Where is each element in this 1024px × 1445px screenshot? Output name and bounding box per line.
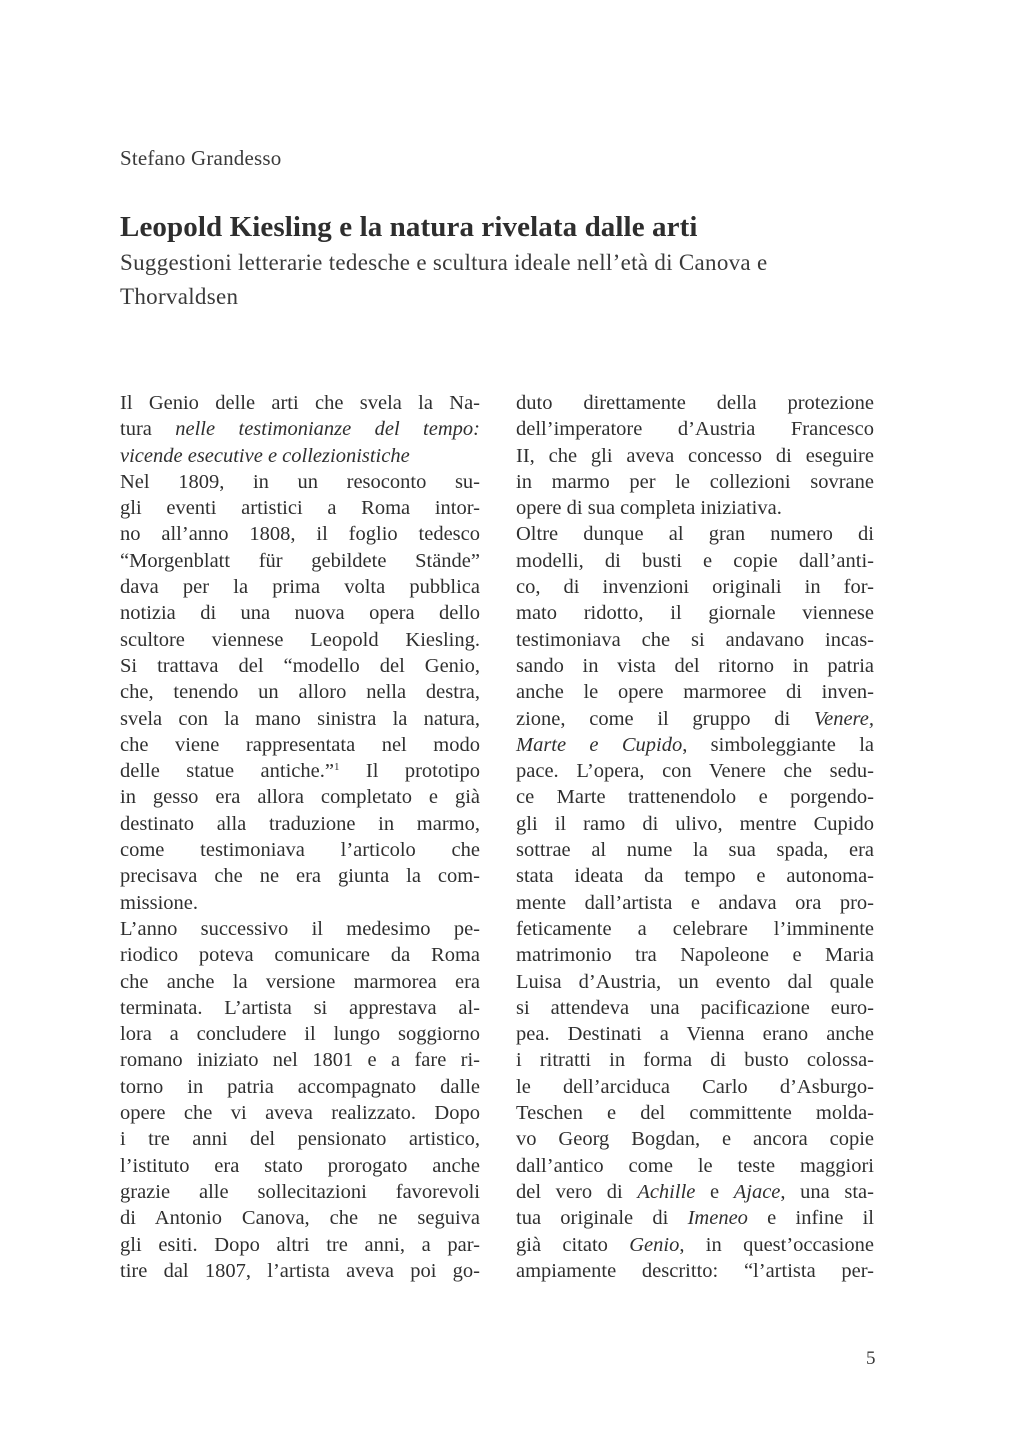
text-line xyxy=(120,890,480,916)
text-line xyxy=(120,495,480,521)
text-segment: anche le opere marmoree di inven- xyxy=(516,681,874,704)
text-segment: gli eventi artistici a Roma intor- xyxy=(120,497,480,520)
text-segment: feticamente a celebrare l’imminente xyxy=(516,917,874,940)
text-segment: , in quest’occasione xyxy=(679,1233,874,1256)
text-line xyxy=(120,627,480,653)
text-line xyxy=(120,469,480,495)
text-segment: Si trattava del “modello del Genio, xyxy=(120,654,480,677)
text-line xyxy=(516,758,874,784)
text-segment: Nel 1809, in un resoconto su- xyxy=(120,470,480,493)
text-line xyxy=(120,1179,480,1205)
text-segment: mente dall’artista e andava ora pro- xyxy=(516,891,874,914)
text-line xyxy=(120,942,480,968)
text-line xyxy=(516,916,874,942)
text-line xyxy=(516,1205,874,1231)
text-segment: torno in patria accompagnato dalle xyxy=(120,1075,480,1098)
text-line xyxy=(516,390,874,416)
text-segment: testimoniava che si andavano incas- xyxy=(516,628,874,651)
text-segment: dava per la prima volta pubblica xyxy=(120,576,480,599)
text-line xyxy=(516,890,874,916)
text-line xyxy=(120,574,480,600)
text-segment: sottrae al nume la sua spada, era xyxy=(516,839,874,862)
footnote-ref: 1 xyxy=(333,761,340,774)
text-segment: opere che vi aveva realizzato. Dopo xyxy=(120,1102,480,1125)
text-segment: si attendeva una pacificazione euro- xyxy=(516,996,874,1019)
text-segment: e xyxy=(695,1180,734,1203)
text-segment: del vero di xyxy=(516,1180,638,1203)
text-segment: romano iniziato nel 1801 e a fare ri- xyxy=(120,1049,480,1072)
text-segment: in gesso era allora completato e già xyxy=(120,786,480,809)
text-line xyxy=(120,1126,480,1152)
text-segment: stata ideata da tempo e autonoma- xyxy=(516,865,874,888)
italic-text: Genio xyxy=(629,1233,680,1256)
text-line xyxy=(120,1205,480,1231)
text-segment: Luisa d’Austria, un evento dal quale xyxy=(516,970,874,993)
text-segment: , una sta- xyxy=(780,1180,874,1203)
text-segment: pace. L’opera, con Venere che sedu- xyxy=(516,760,874,783)
text-line xyxy=(120,443,480,469)
text-segment: co, di invenzioni originali in for- xyxy=(516,576,874,599)
text-segment: tua originale di xyxy=(516,1207,688,1230)
text-line xyxy=(516,627,874,653)
text-line xyxy=(516,416,874,442)
text-segment: modelli, di busti e copie dall’anti- xyxy=(516,549,874,572)
text-line xyxy=(120,1074,480,1100)
text-segment: duto direttamente della protezione xyxy=(516,392,874,414)
text-segment: dall’antico come le teste maggiori xyxy=(516,1154,874,1177)
text-segment: no all’anno 1808, il foglio tedesco xyxy=(120,523,480,546)
text-line xyxy=(120,1153,480,1179)
text-line xyxy=(516,521,874,547)
text-segment: lora a concludere il lungo soggiorno xyxy=(120,1023,480,1046)
text-line xyxy=(516,1074,874,1100)
text-segment: pea. Destinati a Vienna erano anche xyxy=(516,1023,874,1046)
text-line xyxy=(516,969,874,995)
text-line xyxy=(120,1100,480,1126)
text-segment: L’anno successivo il medesimo pe- xyxy=(120,917,480,940)
text-line xyxy=(516,679,874,705)
text-segment: e infine il xyxy=(747,1207,874,1230)
italic-text: Achille xyxy=(637,1180,696,1203)
text-line xyxy=(120,732,480,758)
text-line xyxy=(516,863,874,889)
text-segment: che, tenendo un alloro nella destra, xyxy=(120,681,480,704)
text-segment: tire dal 1807, l’artista aveva poi go- xyxy=(120,1259,480,1282)
article-title: Leopold Kiesling e la natura rivelata dalle arti xyxy=(120,211,698,243)
text-line xyxy=(516,1100,874,1126)
text-segment: , simboleggiante la xyxy=(682,733,874,756)
text-line xyxy=(516,443,874,469)
text-line xyxy=(516,732,874,758)
text-segment: terminata. L’artista si apprestava al- xyxy=(120,996,480,1019)
text-segment: ampiamente descritto: “l’artista per- xyxy=(516,1259,874,1282)
text-line xyxy=(516,653,874,679)
text-segment: notizia di una nuova opera dello xyxy=(120,602,480,625)
text-line xyxy=(516,1047,874,1073)
text-segment: ce Marte trattenendolo e porgendo- xyxy=(516,786,874,809)
italic-text: vicende esecutive e collezionistiche xyxy=(120,444,410,467)
text-line xyxy=(516,1126,874,1152)
text-line xyxy=(516,1153,874,1179)
text-line xyxy=(516,574,874,600)
text-line xyxy=(120,1021,480,1047)
text-line xyxy=(516,706,874,732)
text-line xyxy=(120,916,480,942)
author-name: Stefano Grandesso xyxy=(120,146,282,170)
text-segment: scultore viennese Leopold Kiesling. xyxy=(120,628,480,651)
body-column-right xyxy=(516,390,874,1284)
article-subtitle: Suggestioni letterarie tedesche e scultura ideale nell’età di Canova e Thorvaldsen xyxy=(120,250,768,309)
text-line xyxy=(120,837,480,863)
italic-text: Ajace xyxy=(733,1180,781,1203)
text-line xyxy=(120,811,480,837)
text-line xyxy=(516,1179,874,1205)
italic-text: Imeneo xyxy=(687,1207,748,1230)
text-segment: riodico poteva comunicare da Roma xyxy=(120,944,480,967)
text-segment: i ritratti in forma di busto colossa- xyxy=(516,1049,874,1072)
text-line xyxy=(516,942,874,968)
text-line xyxy=(120,548,480,574)
text-line xyxy=(516,469,874,495)
text-line xyxy=(516,600,874,626)
text-line xyxy=(120,758,480,784)
italic-text: Venere, xyxy=(813,707,874,730)
text-line xyxy=(120,1258,480,1284)
text-segment: destinato alla traduzione in marmo, xyxy=(120,812,480,835)
text-segment: l’istituto era stato prorogato anche xyxy=(120,1154,480,1177)
text-line xyxy=(120,416,480,442)
text-line xyxy=(516,811,874,837)
text-segment: come testimoniava l’articolo che xyxy=(120,839,480,862)
italic-text: nelle testimonianze del tempo: xyxy=(175,418,480,441)
text-segment: mato ridotto, il giornale viennese xyxy=(516,602,874,625)
text-segment: zione, come il gruppo di xyxy=(516,707,814,730)
body-column-left xyxy=(120,390,480,1284)
text-segment: gli il ramo di ulivo, mentre Cupido xyxy=(516,812,874,835)
text-segment: Il prototipo xyxy=(339,760,480,783)
text-segment: già citato xyxy=(516,1233,630,1256)
text-line xyxy=(120,521,480,547)
text-segment: grazie alle sollecitazioni favorevoli xyxy=(120,1180,480,1203)
text-segment: “Morgenblatt für gebildete Stände” xyxy=(120,549,480,572)
text-line xyxy=(120,1232,480,1258)
text-line xyxy=(516,837,874,863)
text-segment: le dell’arciduca Carlo d’Asburgo- xyxy=(516,1075,874,1098)
text-segment: Teschen e del committente molda- xyxy=(516,1102,874,1125)
text-line xyxy=(120,969,480,995)
text-line xyxy=(516,1232,874,1258)
text-segment: vo Georg Bogdan, e ancora copie xyxy=(516,1128,874,1151)
text-segment: gli esiti. Dopo altri tre anni, a par- xyxy=(120,1233,480,1256)
text-line xyxy=(516,995,874,1021)
text-line xyxy=(120,995,480,1021)
text-segment: precisava che ne era giunta la com- xyxy=(120,865,480,888)
text-segment: svela con la mano sinistra la natura, xyxy=(120,707,480,730)
text-line xyxy=(516,548,874,574)
page-number: 5 xyxy=(866,1348,876,1369)
text-line xyxy=(516,1021,874,1047)
text-segment: matrimonio tra Napoleone e Maria xyxy=(516,944,874,967)
text-line xyxy=(516,1258,874,1284)
text-segment: di Antonio Canova, che ne seguiva xyxy=(120,1207,480,1230)
text-segment: che viene rappresentata nel modo xyxy=(120,733,480,756)
text-line xyxy=(120,863,480,889)
text-line xyxy=(120,390,480,416)
text-segment: i tre anni del pensionato artistico, xyxy=(120,1128,480,1151)
text-segment: dell’imperatore d’Austria Francesco xyxy=(516,418,874,441)
text-line xyxy=(120,679,480,705)
text-line xyxy=(516,784,874,810)
text-segment: delle statue antiche.” xyxy=(120,760,334,783)
text-line xyxy=(120,784,480,810)
text-segment: sando in vista del ritorno in patria xyxy=(516,654,874,677)
text-segment: opere di sua completa iniziativa. xyxy=(516,497,782,520)
text-segment: II, che gli aveva concesso di eseguire xyxy=(516,444,874,467)
text-line xyxy=(120,706,480,732)
text-line xyxy=(120,1047,480,1073)
text-segment: Il Genio delle arti che svela la Na- xyxy=(120,392,480,414)
text-line xyxy=(120,600,480,626)
text-segment: che anche la versione marmorea era xyxy=(120,970,480,993)
text-segment: tura xyxy=(120,418,176,441)
italic-text: Marte e Cupido xyxy=(516,733,683,756)
text-segment: in marmo per le collezioni sovrane xyxy=(516,470,874,493)
text-segment: missione. xyxy=(120,891,199,914)
text-line xyxy=(516,495,874,521)
text-line xyxy=(120,653,480,679)
text-segment: Oltre dunque al gran numero di xyxy=(516,523,874,546)
